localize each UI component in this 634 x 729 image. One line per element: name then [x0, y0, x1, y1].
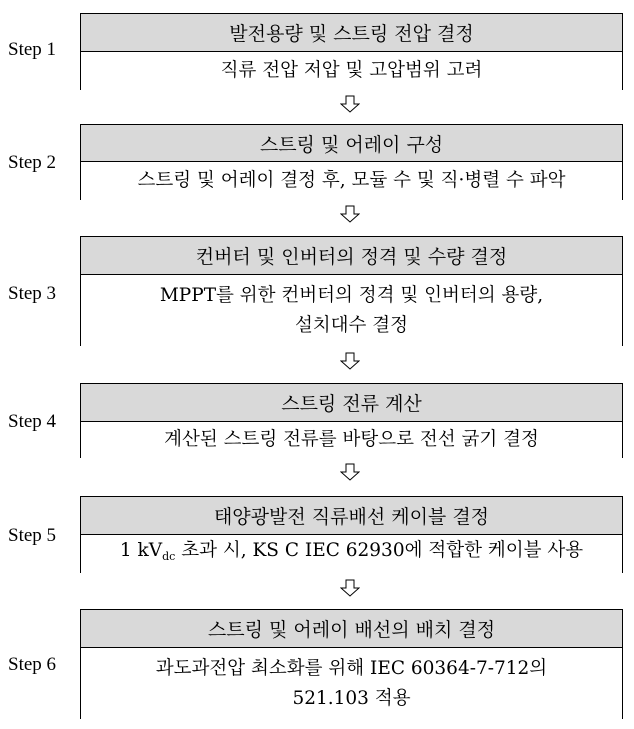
step-6-desc-line-2: 521.103 적용 [292, 687, 411, 709]
down-arrow-icon [340, 463, 360, 481]
step-6-label: Step 6 [8, 654, 57, 675]
step-5-label: Step 5 [8, 525, 57, 546]
step-5-desc-line [120, 536, 583, 572]
step-3-description [81, 275, 622, 346]
step-5-dc-subscript: dc [162, 550, 176, 563]
step-5-voltage: 1 kV [119, 540, 163, 561]
down-arrow-icon [340, 205, 360, 223]
step-1-desc-line: 직류 전압 저압 및 고압범위 고려 [220, 60, 483, 81]
step-5-description [81, 535, 622, 573]
step-2-label: Step 2 [8, 152, 57, 173]
step-4-desc-line: 계산된 스트링 전류를 바탕으로 전선 굵기 결정 [164, 429, 539, 450]
step-4-description [81, 422, 622, 458]
step-2-title: 스트링 및 어레이 구성 [81, 125, 622, 162]
step-5-box [80, 496, 623, 573]
step-6-desc-line-1: 과도과전압 최소화를 위해 IEC 60364-7-712의 [155, 657, 548, 679]
step-4-title: 스트링 전류 계산 [81, 384, 622, 422]
step-5-title: 태양광발전 직류배선 케이블 결정 [81, 497, 622, 535]
step-3-label: Step 3 [8, 283, 57, 304]
step-2-box [80, 124, 623, 200]
step-3-box [80, 236, 623, 346]
step-3-desc-line-2: 설치대수 결정 [294, 314, 409, 336]
step-1-title: 발전용량 및 스트링 전압 결정 [81, 14, 622, 52]
down-arrow-icon [340, 95, 360, 113]
step-1-box [80, 13, 623, 90]
step-5-desc-rest: 초과 시, KS C IEC 62930에 적합한 케이블 사용 [175, 540, 584, 561]
step-1-description [81, 52, 622, 90]
step-3-desc-line-1: MPPT를 위한 컨버터의 정격 및 인버터의 용량, [159, 284, 544, 306]
step-3-title: 컨버터 및 인버터의 정격 및 수량 결정 [81, 237, 622, 275]
step-4-label: Step 4 [8, 411, 57, 432]
step-6-box [80, 609, 623, 719]
step-2-desc-line: 스트링 및 어레이 결정 후, 모듈 수 및 직·병렬 수 파악 [137, 170, 566, 191]
step-6-title: 스트링 및 어레이 배선의 배치 결정 [81, 610, 622, 648]
down-arrow-icon [340, 352, 360, 370]
step-1-label: Step 1 [8, 39, 57, 60]
down-arrow-icon [340, 579, 360, 597]
step-2-description [81, 162, 622, 200]
step-6-description [81, 648, 622, 719]
step-4-box [80, 383, 623, 458]
